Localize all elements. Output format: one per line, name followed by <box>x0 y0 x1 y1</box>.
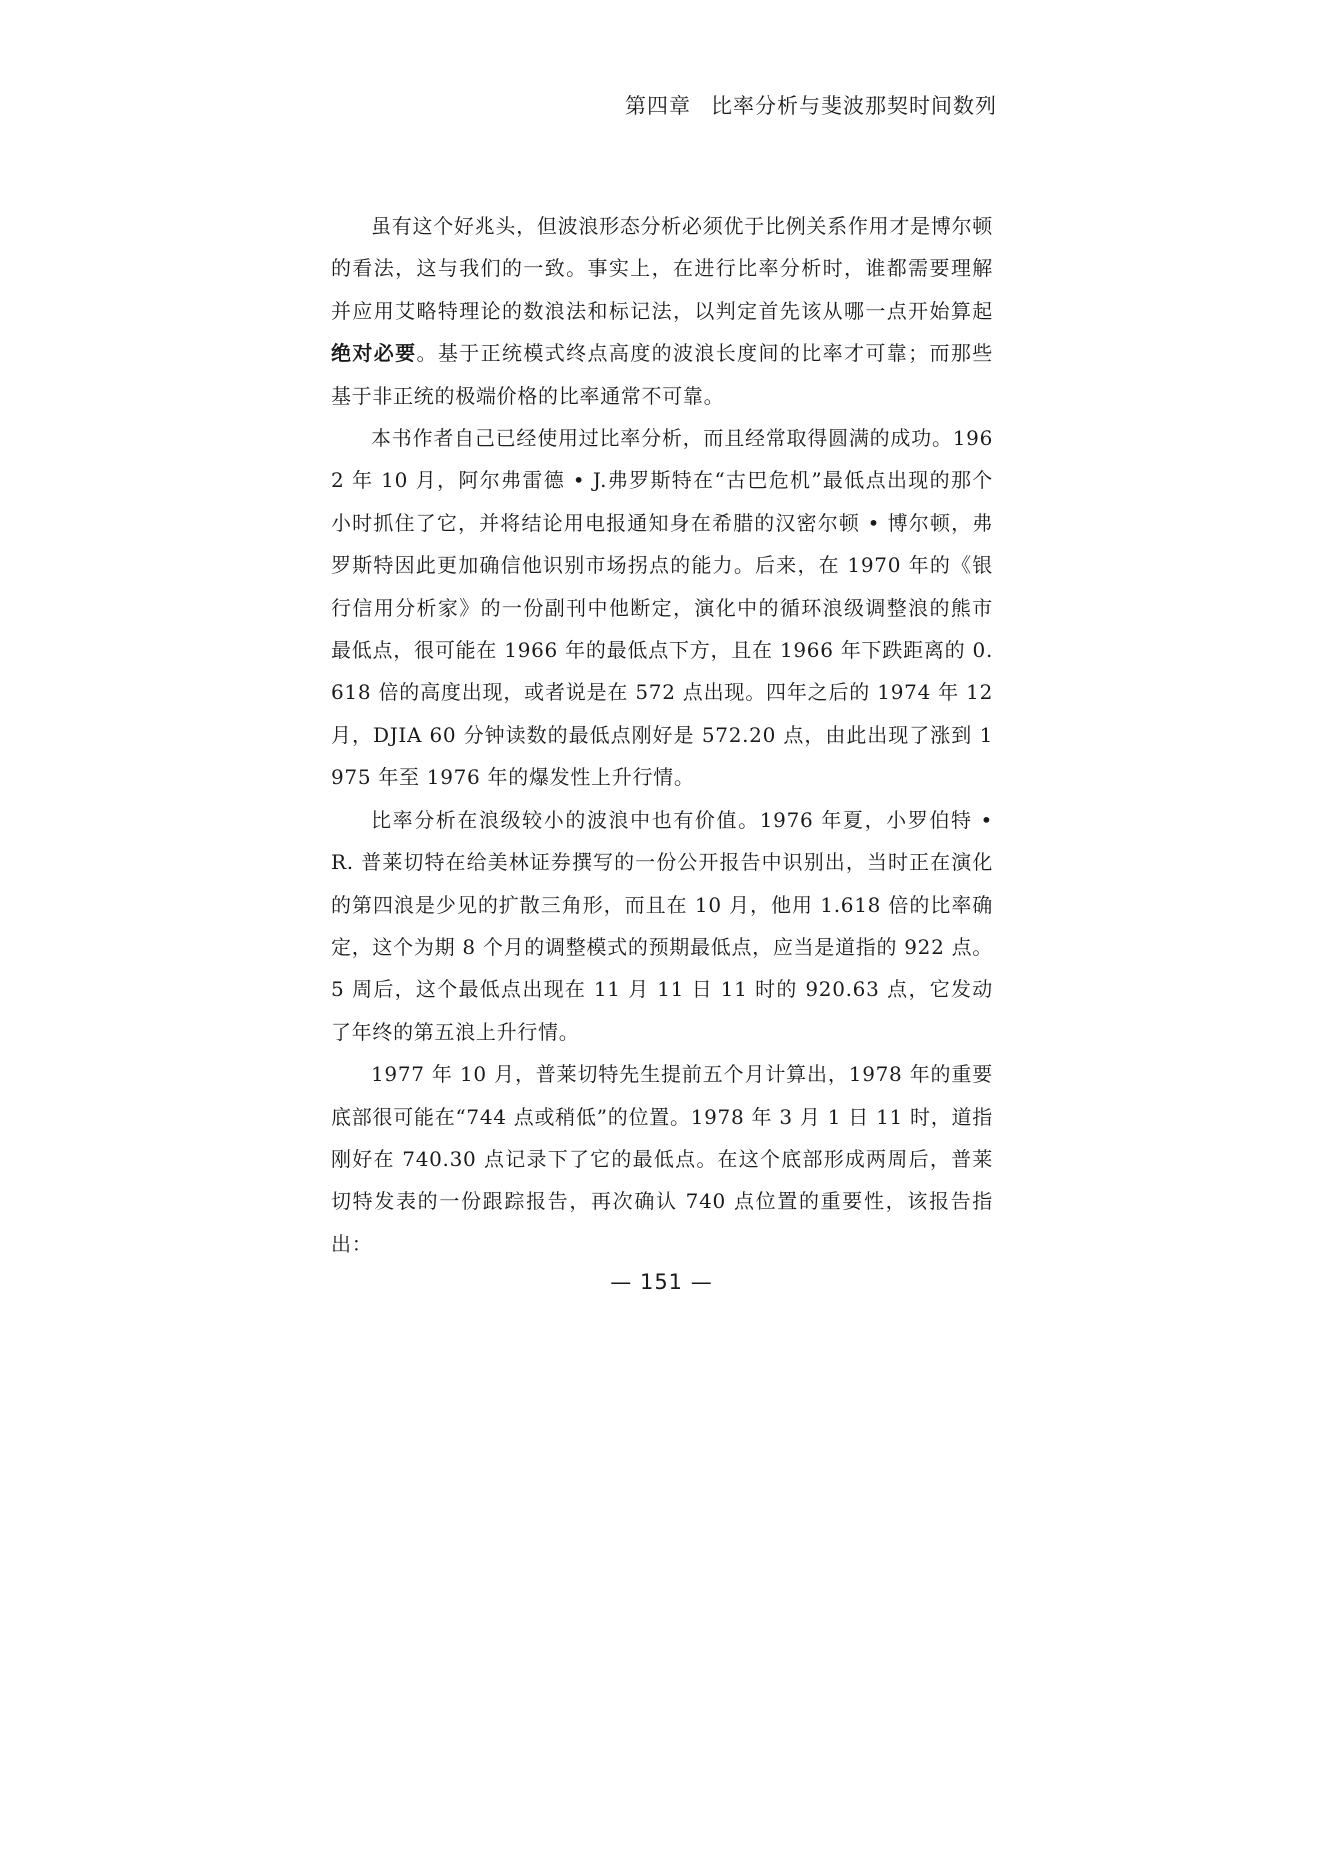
paragraph-2: 本书作者自己已经使用过比率分析，而且经常取得圆满的成功。1962 年 10 月，阿尔弗雷德 • J.弗罗斯特在“古巴危机”最低点出现的那个小时抓住了它，并将结论用电报通知身在希腊的汉密尔顿 • 博尔顿，弗罗斯特因此更加确信他识别市场拐点的能力。后来，在 1970 年的《银行信用分析家》的一份副刊中他断定，演化中的循环浪级调整浪的熊市最低点，很可能在 1966 年的最低点下方，且在 1966 年下跌距离的 0.618 倍的高度出现，或者说是在 572 点出现。四年之后的 1974 年 12 月，DJIA 60 分钟读数的最低点刚好是 572.20 点，由此出现了涨到 1975 年至 1976 年的爆发性上升行情。 <box>331 426 993 790</box>
page-number: — 151 — <box>610 1270 713 1294</box>
paragraph-1-text-end: 。基于正统模式终点高度的波浪长度间的比率才可靠；而那些基于非正统的极端价格的比率通常不可靠。 <box>331 341 993 408</box>
paragraph-3: 比率分析在浪级较小的波浪中也有价值。1976 年夏，小罗伯特 • R. 普莱切特在给美林证券撰写的一份公开报告中识别出，当时正在演化的第四浪是少见的扩散三角形，而且在 10 月，他用 1.618 倍的比率确定，这个为期 8 个月的调整模式的预期最低点，应当是道指的 922 点。5 周后，这个最低点出现在 11 月 11 日 11 时的 920.63 点，它发动了年终的第五浪上升行情。 <box>331 807 993 1044</box>
running-header <box>625 90 997 120</box>
chapter-title: 比率分析与斐波那契时间数列 <box>711 94 997 118</box>
chapter-number: 第四章 <box>625 94 691 118</box>
paragraph-1-text-start: 虽有这个好兆头，但波浪形态分析必须优于比例关系作用才是博尔顿的看法，这与我们的一致。事实上，在进行比率分析时，谁都需要理解并应用艾略特理论的数浪法和标记法，以判定首先该从哪一点开始算起 <box>331 214 993 323</box>
paragraph-1 <box>331 205 993 417</box>
body-text <box>331 205 993 1265</box>
bold-emphasis: 绝对必要 <box>331 341 417 366</box>
paragraph-4: 1977 年 10 月，普莱切特先生提前五个月计算出，1978 年的重要底部很可能在“744 点或稍低”的位置。1978 年 3 月 1 日 11 时，道指刚好在 740.30 点记录下了它的最低点。在这个底部形成两周后，普莱切特发表的一份跟踪报告，再次确认 740 点位置的重要性，该报告指出： <box>331 1062 993 1256</box>
